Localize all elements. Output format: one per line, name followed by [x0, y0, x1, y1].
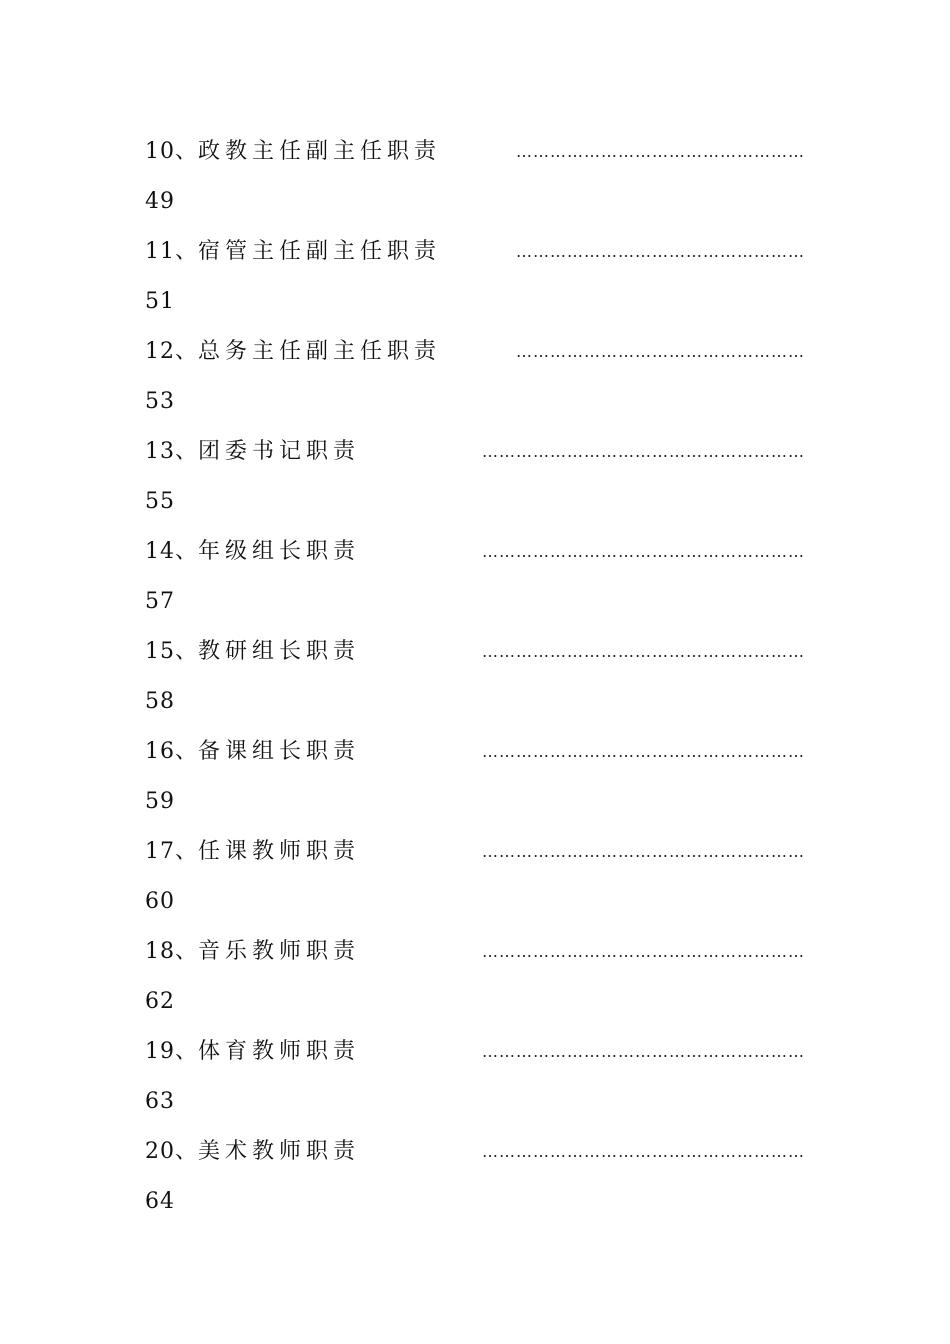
entry-number: 14、: [145, 539, 198, 564]
entry-number: 19、: [145, 1039, 198, 1064]
entry-number: 10、: [145, 139, 198, 164]
entry-page-number: 49: [145, 189, 175, 214]
dot-leader: …………………………………………………: [482, 742, 805, 761]
table-of-contents: [145, 127, 805, 1227]
entry-page-number: 63: [145, 1089, 175, 1114]
entry-number: 20、: [145, 1139, 198, 1164]
entry-page-number: 53: [145, 389, 175, 414]
entry-page-number: 62: [145, 989, 175, 1014]
entry-title: 备课组长职责: [198, 739, 361, 764]
entry-line: [145, 227, 805, 277]
entry-title: 体育教师职责: [198, 1039, 361, 1064]
toc-entry[interactable]: [145, 1127, 805, 1227]
entry-line: [145, 1027, 805, 1077]
toc-entry[interactable]: [145, 427, 805, 527]
entry-page-number: 57: [145, 589, 175, 614]
dot-leader: ……………………………………………: [516, 342, 805, 361]
entry-page-number: 55: [145, 489, 175, 514]
dot-leader: ……………………………………………: [516, 142, 805, 161]
entry-line: [145, 627, 805, 677]
entry-line: [145, 427, 805, 477]
toc-entry[interactable]: [145, 727, 805, 827]
toc-entry[interactable]: [145, 327, 805, 427]
dot-leader: …………………………………………………: [482, 842, 805, 861]
entry-line: [145, 527, 805, 577]
dot-leader: …………………………………………………: [482, 942, 805, 961]
entry-title: 政教主任副主任职责: [198, 139, 442, 164]
entry-title: 团委书记职责: [198, 439, 361, 464]
entry-page-number: 58: [145, 689, 175, 714]
entry-title: 总务主任副主任职责: [198, 339, 442, 364]
entry-line: [145, 827, 805, 877]
entry-number: 11、: [145, 239, 198, 264]
dot-leader: …………………………………………………: [482, 1142, 805, 1161]
entry-line: [145, 1127, 805, 1177]
dot-leader: …………………………………………………: [482, 642, 805, 661]
toc-entry[interactable]: [145, 627, 805, 727]
entry-page-number: 60: [145, 889, 175, 914]
entry-number: 16、: [145, 739, 198, 764]
entry-number: 15、: [145, 639, 198, 664]
entry-number: 18、: [145, 939, 198, 964]
entry-title: 教研组长职责: [198, 639, 361, 664]
entry-number: 13、: [145, 439, 198, 464]
entry-title: 宿管主任副主任职责: [198, 239, 442, 264]
dot-leader: …………………………………………………: [482, 542, 805, 561]
entry-title: 年级组长职责: [198, 539, 361, 564]
toc-entry[interactable]: [145, 927, 805, 1027]
entry-line: [145, 327, 805, 377]
entry-line: [145, 927, 805, 977]
toc-entry[interactable]: [145, 527, 805, 627]
toc-entry[interactable]: [145, 227, 805, 327]
dot-leader: ……………………………………………: [516, 242, 805, 261]
entry-line: [145, 127, 805, 177]
entry-line: [145, 727, 805, 777]
entry-title: 美术教师职责: [198, 1139, 361, 1164]
entry-title: 任课教师职责: [198, 839, 361, 864]
entry-page-number: 59: [145, 789, 175, 814]
dot-leader: …………………………………………………: [482, 442, 805, 461]
entry-title: 音乐教师职责: [198, 939, 361, 964]
dot-leader: …………………………………………………: [482, 1042, 805, 1061]
toc-entry[interactable]: [145, 1027, 805, 1127]
entry-number: 17、: [145, 839, 198, 864]
toc-entry[interactable]: [145, 827, 805, 927]
entry-page-number: 51: [145, 289, 175, 314]
entry-number: 12、: [145, 339, 198, 364]
entry-page-number: 64: [145, 1189, 175, 1214]
toc-entry[interactable]: [145, 127, 805, 227]
